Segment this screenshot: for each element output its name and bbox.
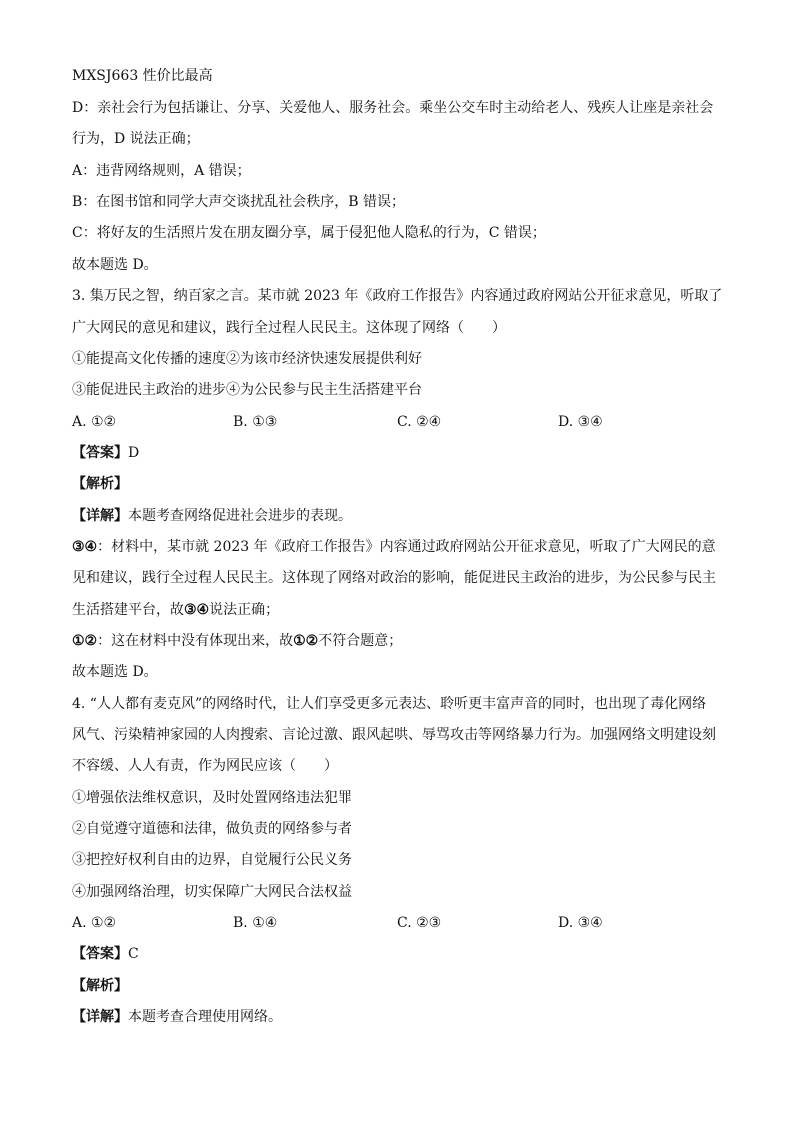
q3-detail-para1 — [72, 537, 732, 557]
bold-options-12: ①② — [72, 633, 98, 649]
answer-value: C — [128, 946, 139, 962]
q4-statement-1: ①增强依法维权意识，及时处置网络违法犯罪 — [72, 790, 352, 806]
q4-stem-cont: 风气、污染精神家园的人肉搜索、言论过激、跟风起哄、辱骂攻击等网络暴力行为。加强网络文明建设刻 — [72, 727, 716, 743]
q3-option-a: A. ①② — [72, 414, 117, 430]
q2-option-c-explanation: C：将好友的生活照片发在朋友圈分享，属于侵犯他人隐私的行为，C 错误； — [72, 225, 546, 241]
q4-answer — [72, 944, 732, 964]
q3-detail-para1-end — [72, 600, 732, 620]
q4-option-a: A. ①② — [72, 915, 117, 931]
para2-text: ：这在材料中没有体现出来，故 — [97, 633, 294, 649]
para1-end-text: 生活搭建平台，故 — [72, 602, 184, 618]
para2-text2: 不符合题意； — [318, 633, 403, 649]
para1-end-text2: 说法正确； — [209, 602, 280, 618]
q3-option-d: D. ③④ — [558, 414, 603, 430]
q2-option-d-explanation: D：亲社会行为包括谦让、分享、关爱他人、服务社会。乘坐公交车时主动给老人、残疾人让座是亲社会 — [72, 100, 714, 116]
q3-detail — [72, 506, 732, 526]
detail-label: 【详解】 — [72, 508, 128, 524]
answer-value: D — [128, 445, 140, 461]
detail-label: 【详解】 — [72, 1009, 128, 1025]
answer-label: 【答案】 — [72, 946, 128, 962]
q4-stem-end: 不容缓、人人有责，作为网民应该（ ） — [72, 758, 338, 774]
detail-text: 本题考查合理使用网络。 — [128, 1009, 282, 1025]
q4-statement-3: ③把控好权利自由的边界，自觉履行公民义务 — [72, 852, 352, 868]
para1-text: ：材料中，某市就 2023 年《政府工作报告》内容通过政府网站公开征求意见，听取了广大网民的意 — [97, 539, 716, 555]
q3-answer — [72, 443, 732, 463]
q4-analysis-label: 【解析】 — [72, 978, 128, 994]
q3-option-c: C. ②④ — [397, 414, 442, 430]
answer-label: 【答案】 — [72, 445, 128, 461]
detail-text: 本题考查网络促进社会进步的表现。 — [128, 508, 352, 524]
q2-option-b-explanation: B：在图书馆和同学大声交谈扰乱社会秩序，B 错误； — [72, 194, 406, 210]
q4-stem: 4. “人人都有麦克风”的网络时代，让人们享受更多元表达、聆听更丰富声音的同时，也出现了毒化网络 — [72, 696, 707, 712]
bold-options-34-ref: ③④ — [184, 602, 210, 618]
bold-options-12-ref: ①② — [293, 633, 319, 649]
q2-option-a-explanation: A：违背网络规则，A 错误； — [72, 163, 251, 179]
q4-option-b: B. ①④ — [233, 915, 278, 931]
q3-statements-1: ①能提高文化传播的速度②为该市经济快速发展提供利好 — [72, 351, 422, 367]
q4-statement-2: ②自觉遵守道德和法律，做负责的网络参与者 — [72, 821, 352, 837]
q2-conclusion: 故本题选 D。 — [72, 257, 158, 273]
q4-option-d: D. ③④ — [558, 915, 603, 931]
q3-analysis-label: 【解析】 — [72, 476, 128, 492]
q3-detail-para2 — [72, 631, 732, 651]
bold-options-34: ③④ — [72, 539, 98, 555]
q2-option-d-explanation-cont: 行为，D 说法正确； — [72, 131, 200, 147]
q4-statement-4: ④加强网络治理，切实保障广大网民合法权益 — [72, 884, 352, 900]
q3-detail-para1-cont: 见和建议，践行全过程人民民主。这体现了网络对政治的影响，能促进民主政治的进步，为公民参与民主 — [72, 570, 716, 586]
q4-option-c: C. ②③ — [397, 915, 442, 931]
q3-statements-2: ③能促进民主政治的进步④为公民参与民主生活搭建平台 — [72, 382, 422, 398]
q4-detail — [72, 1007, 732, 1027]
q3-conclusion: 故本题选 D。 — [72, 664, 158, 680]
q3-option-b: B. ①③ — [233, 414, 278, 430]
source-tag: MXSJ663 性价比最高 — [72, 68, 213, 84]
q3-stem: 3. 集万民之智，纳百家之言。某市就 2023 年《政府工作报告》内容通过政府网站公开征求意见，听取了 — [72, 288, 723, 304]
q3-stem-cont: 广大网民的意见和建议，践行全过程人民民主。这体现了网络（ ） — [72, 320, 506, 336]
